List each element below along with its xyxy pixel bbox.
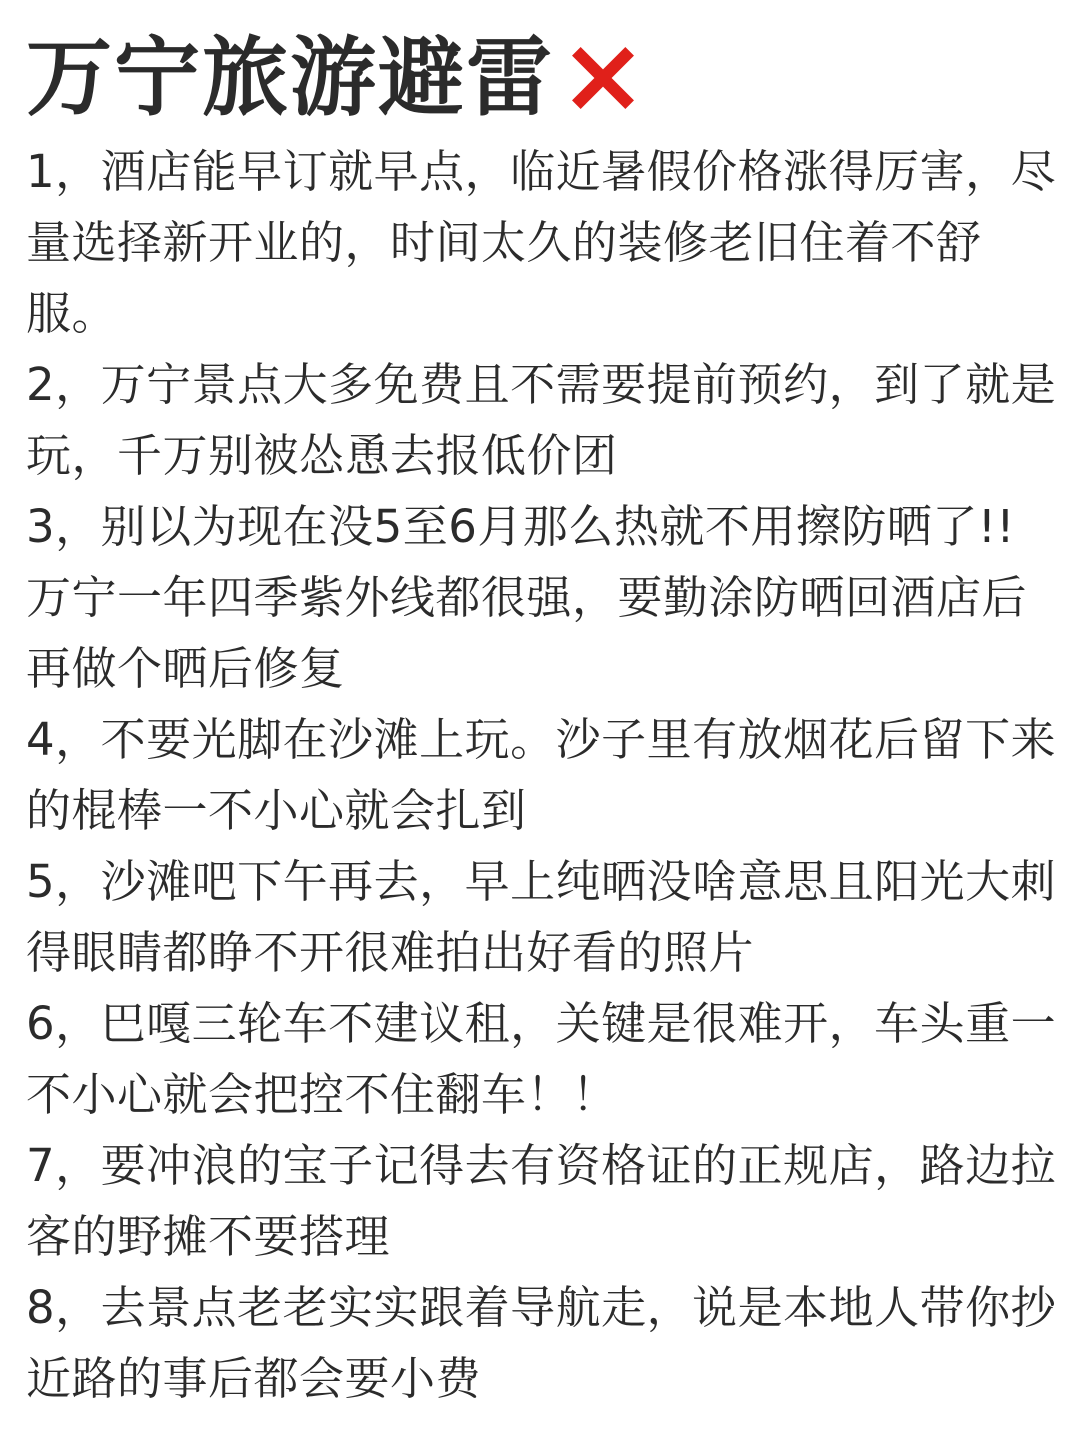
tip-item-7: 7，要冲浪的宝子记得去有资格证的正规店，路边拉客的野摊不要搭理 [26,1139,1057,1263]
tip-item-6: 6，巴嘎三轮车不建议租，关键是很难开，车头重一不小心就会把控不住翻车！！ [26,997,1057,1121]
tips-list [26,136,1066,1414]
cross-mark-icon-graphic [560,35,646,121]
tip-item-1: 1，酒店能早订就早点，临近暑假价格涨得厉害，尽量选择新开业的，时间太久的装修老旧住着不舒服。 [26,145,1057,340]
title-row [26,30,646,126]
cross-mark-icon [560,35,646,121]
tip-item-8: 8，去景点老老实实跟着导航走，说是本地人带你抄近路的事后都会要小费 [26,1281,1057,1405]
page-title: 万宁旅游避雷 [26,28,554,128]
tip-item-4: 4，不要光脚在沙滩上玩。沙子里有放烟花后留下来的棍棒一不小心就会扎到 [26,713,1057,837]
tip-item-3: 3，别以为现在没5至6月那么热就不用擦防晒了!! 万宁一年四季紫外线都很强，要勤涂防晒回酒店后再做个晒后修复 [26,500,1028,695]
tip-item-2: 2，万宁景点大多免费且不需要提前预约，到了就是玩，千万别被怂恿去报低价团 [26,358,1057,482]
tip-item-5: 5，沙滩吧下午再去，早上纯晒没啥意思且阳光大刺得眼睛都睁不开很难拍出好看的照片 [26,855,1057,979]
